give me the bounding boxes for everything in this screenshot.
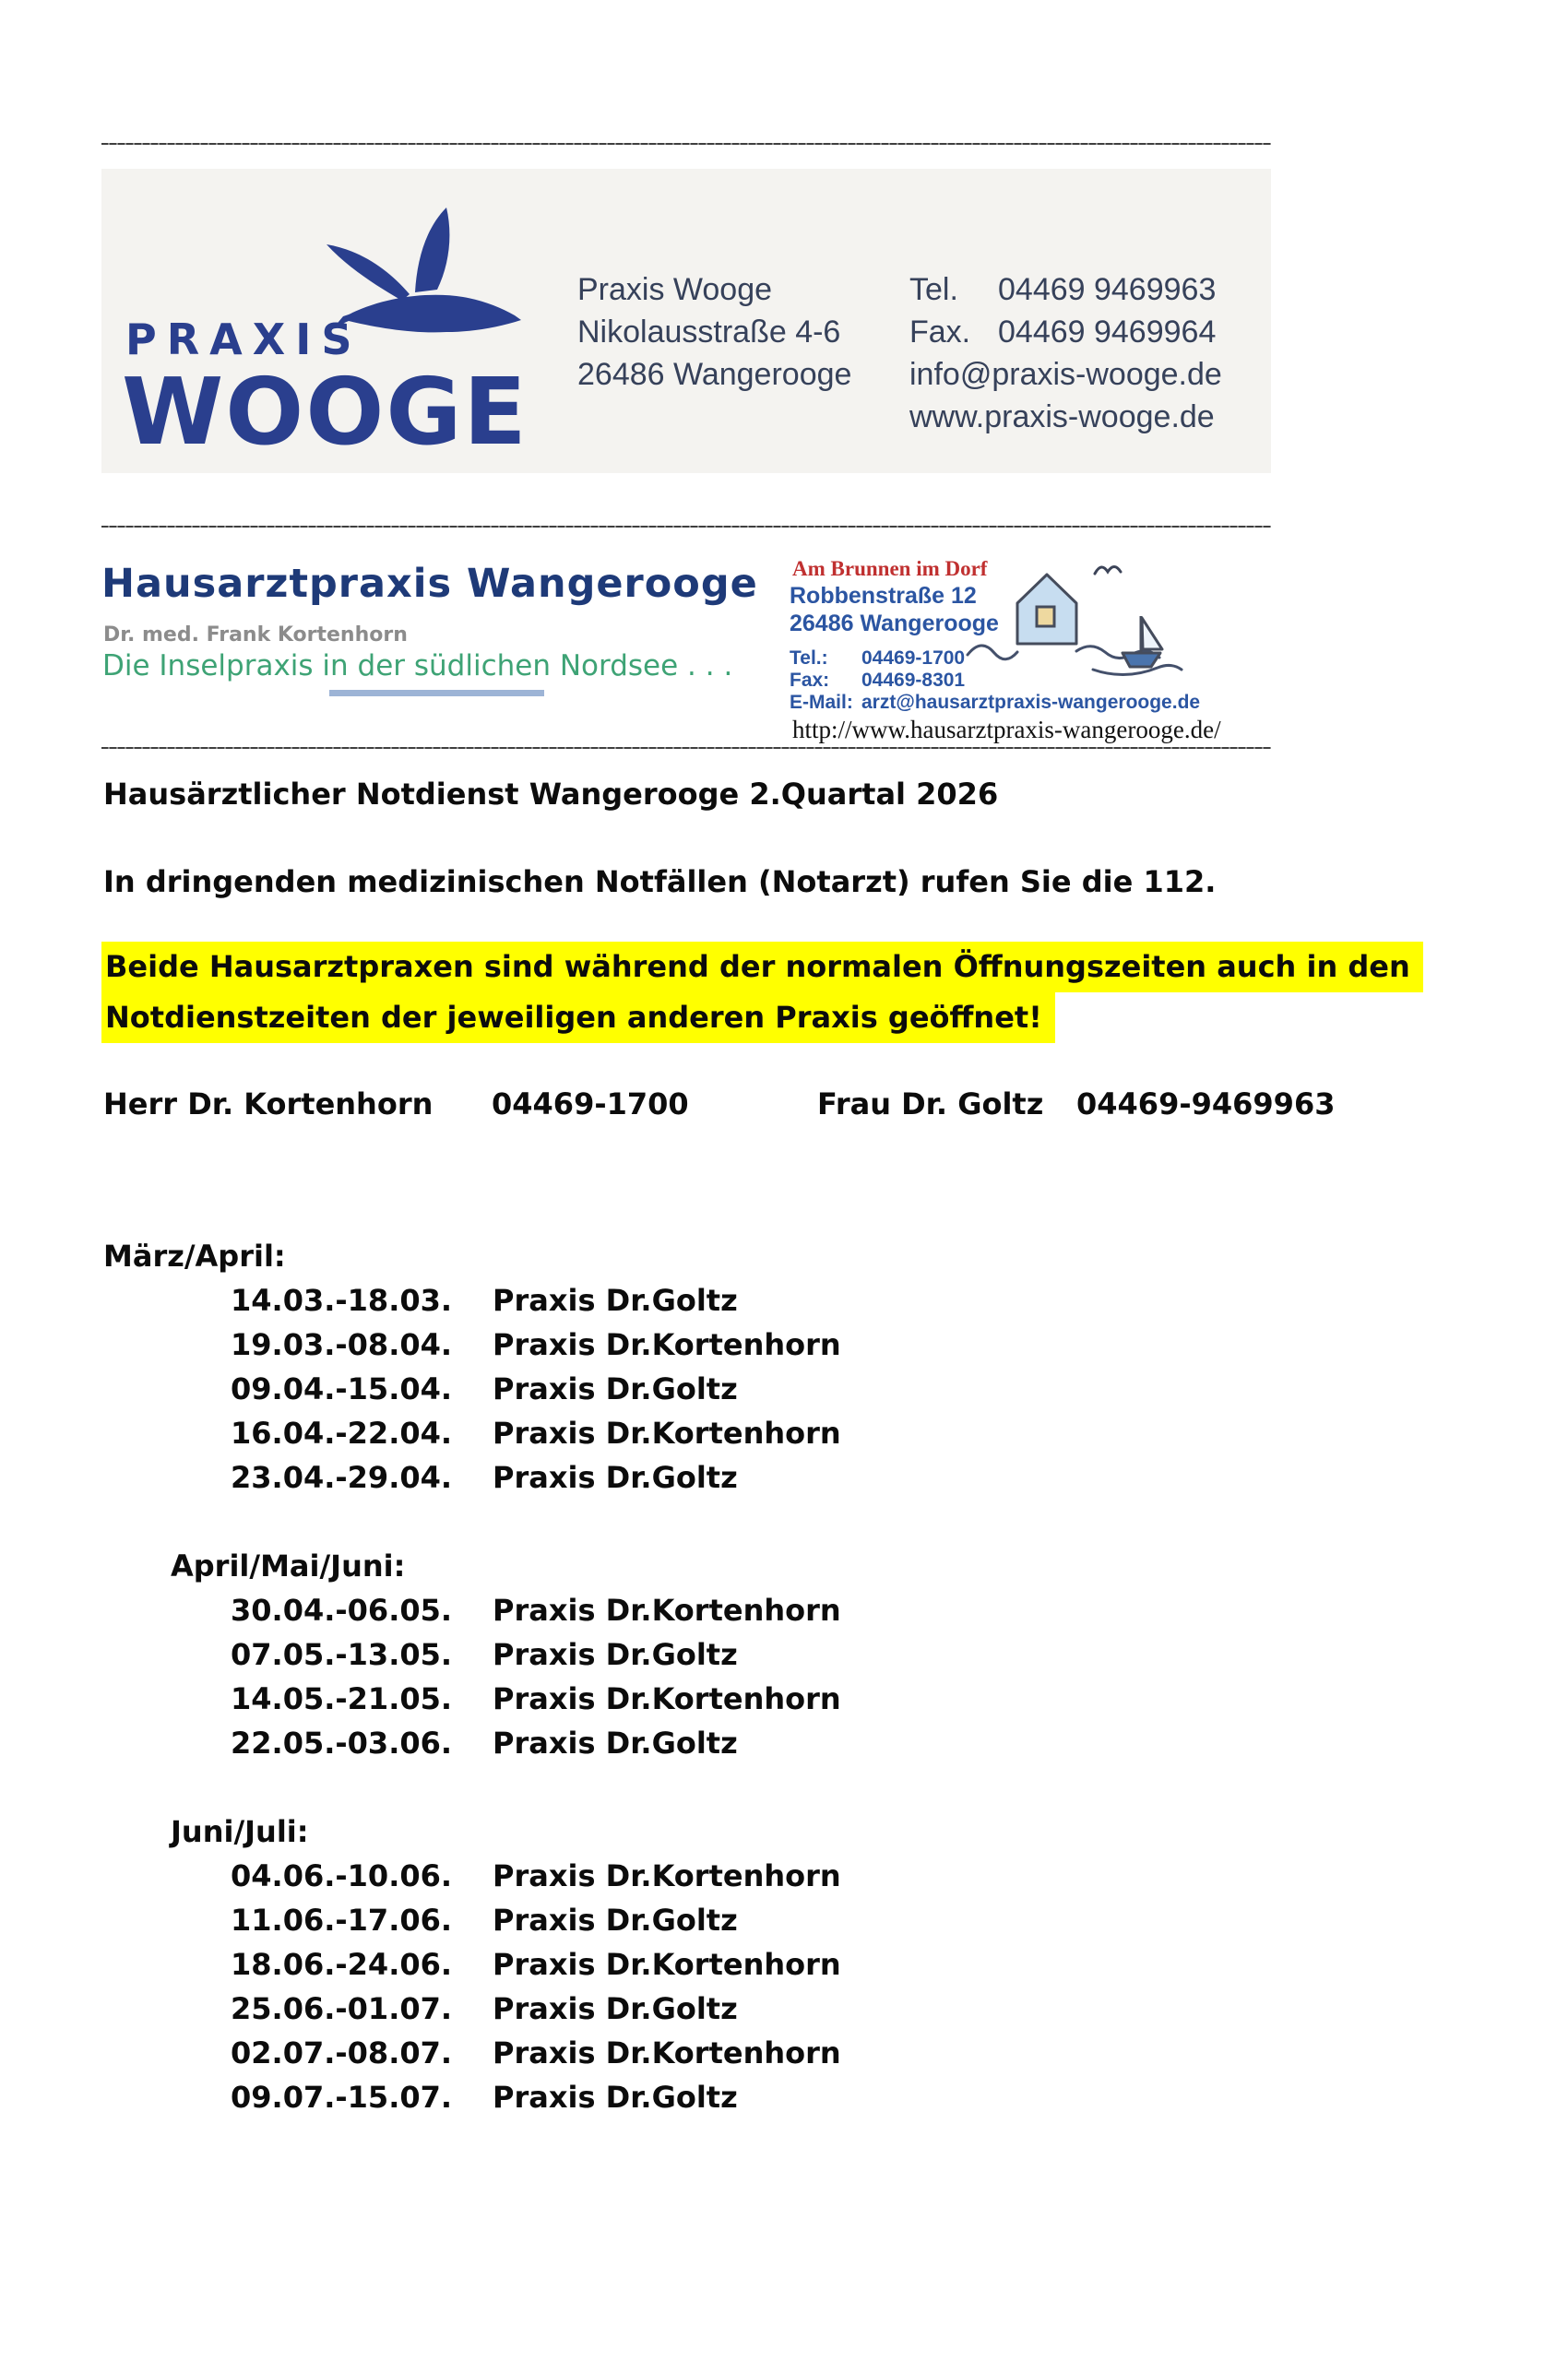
praxis-name: Praxis Dr.Kortenhorn	[493, 1858, 841, 1893]
divider-top	[101, 143, 1271, 145]
date-range: 22.05.-03.06.	[231, 1726, 453, 1761]
emergency-line: In dringenden medizinischen Notfällen (Notarzt) rufen Sie die 112.	[103, 864, 1217, 899]
tel-value: 04469-1700	[861, 647, 966, 669]
contact-label: Tel.	[909, 272, 958, 307]
date-range: 09.07.-15.07.	[231, 2080, 453, 2115]
email-label: E-Mail:	[790, 692, 853, 713]
hausarzt-letterhead	[101, 546, 1273, 744]
hausarzt-tel-row	[790, 647, 965, 670]
schedule-row	[231, 1854, 1568, 1898]
duty-schedule	[0, 1234, 1568, 2119]
date-range: 19.03.-08.04.	[231, 1327, 453, 1362]
contact-line	[909, 353, 1222, 396]
praxis-name: Praxis Dr.Kortenhorn	[493, 1416, 841, 1451]
praxis-name: Praxis Dr.Goltz	[493, 1371, 738, 1406]
schedule-row	[231, 1987, 1568, 2031]
address-line: Nikolausstraße 4-6	[577, 314, 841, 350]
date-range: 16.04.-22.04.	[231, 1416, 453, 1451]
contact-line	[909, 268, 1222, 311]
date-range: 23.04.-29.04.	[231, 1460, 453, 1495]
praxis-name: Praxis Dr.Kortenhorn	[493, 1593, 841, 1628]
schedule-row	[231, 1588, 1568, 1632]
doctor-goltz-name: Frau Dr. Goltz	[817, 1086, 1044, 1121]
hausarzt-title: Hausarztpraxis Wangerooge	[101, 561, 758, 607]
date-range: 07.05.-13.05.	[231, 1637, 453, 1672]
doctor-kortenhorn-name: Herr Dr. Kortenhorn	[103, 1086, 434, 1121]
underline-bar	[329, 690, 544, 696]
hausarzt-location: Am Brunnen im Dorf	[792, 557, 988, 580]
date-range: 30.04.-06.05.	[231, 1593, 453, 1628]
hausarzt-street: Robbenstraße 12	[790, 583, 977, 609]
date-range: 25.06.-01.07.	[231, 1991, 453, 2026]
wooge-contact	[909, 268, 1222, 438]
schedule-row	[231, 1721, 1568, 1765]
contact-line	[909, 396, 1222, 438]
hausarzt-slogan: Die Inselpraxis in der südlichen Nordsee . . .	[102, 649, 733, 682]
schedule-row	[231, 1677, 1568, 1721]
logo-praxis-text: PRAXIS	[125, 314, 362, 364]
praxis-name: Praxis Dr.Goltz	[493, 2080, 738, 2115]
praxis-wooge-letterhead	[101, 169, 1271, 473]
date-range: 18.06.-24.06.	[231, 1947, 453, 1982]
praxis-name: Praxis Dr.Kortenhorn	[493, 1681, 841, 1716]
hausarzt-city: 26486 Wangerooge	[790, 611, 999, 636]
praxis-name: Praxis Dr.Kortenhorn	[493, 2035, 841, 2070]
date-range: 02.07.-08.07.	[231, 2035, 453, 2070]
contact-label: Fax.	[909, 314, 971, 350]
notice-title: Hausärztlicher Notdienst Wangerooge 2.Quartal 2026	[103, 777, 999, 812]
doctors-contact-row	[0, 1086, 1568, 1131]
schedule-row	[231, 2075, 1568, 2119]
date-range: 09.04.-15.04.	[231, 1371, 453, 1406]
highlight-line	[101, 992, 1423, 1043]
contact-line	[909, 311, 1222, 353]
praxis-name: Praxis Dr.Goltz	[493, 1903, 738, 1938]
section-label: März/April:	[103, 1239, 286, 1274]
fax-label: Fax:	[790, 670, 830, 691]
fax-value: 04469-8301	[861, 670, 966, 691]
address-line: Praxis Wooge	[577, 272, 773, 307]
highlight-text-2: Notdienstzeiten der jeweiligen anderen Praxis geöffnet!	[101, 992, 1055, 1043]
section-label: Juni/Juli:	[171, 1814, 309, 1849]
schedule-row	[231, 1898, 1568, 1942]
highlight-text-1: Beide Hausarztpraxen sind während der normalen Öffnungszeiten auch in den	[101, 942, 1423, 992]
divider-mid	[101, 526, 1271, 528]
highlight-line	[101, 942, 1423, 992]
praxis-name: Praxis Dr.Kortenhorn	[493, 1947, 841, 1982]
doctor-goltz-phone: 04469-9469963	[1076, 1086, 1336, 1121]
hausarzt-fax-row	[790, 670, 965, 692]
schedule-row	[231, 2031, 1568, 2075]
praxis-name: Praxis Dr.Goltz	[493, 1283, 738, 1318]
schedule-row	[231, 1411, 1568, 1455]
praxis-name: Praxis Dr.Kortenhorn	[493, 1327, 841, 1362]
section-label: April/Mai/Juni:	[171, 1548, 406, 1584]
date-range: 11.06.-17.06.	[231, 1903, 453, 1938]
house-boat-icon	[964, 550, 1185, 708]
praxis-name: Praxis Dr.Goltz	[493, 1991, 738, 2026]
tel-label: Tel.:	[790, 647, 828, 669]
schedule-row	[231, 1278, 1568, 1323]
hausarzt-website: http://www.hausarztpraxis-wangerooge.de/	[792, 716, 1221, 743]
contact-value: www.praxis-wooge.de	[909, 399, 1215, 434]
address-line: 26486 Wangerooge	[577, 357, 852, 392]
schedule-row	[231, 1632, 1568, 1677]
schedule-row	[231, 1942, 1568, 1987]
contact-value: info@praxis-wooge.de	[909, 357, 1222, 392]
highlight-notice	[101, 942, 1423, 1043]
email-value: arzt@hausarztpraxis-wangerooge.de	[861, 692, 1201, 713]
date-range: 04.06.-10.06.	[231, 1858, 453, 1893]
contact-value: 04469 9469964	[998, 314, 1217, 350]
doctor-kortenhorn-phone: 04469-1700	[492, 1086, 689, 1121]
logo-wooge-text: WOOGE	[122, 358, 529, 466]
hausarzt-doctor-name: Dr. med. Frank Kortenhorn	[103, 623, 408, 647]
date-range: 14.05.-21.05.	[231, 1681, 453, 1716]
praxis-name: Praxis Dr.Goltz	[493, 1726, 738, 1761]
wooge-address	[577, 268, 851, 396]
praxis-name: Praxis Dr.Goltz	[493, 1460, 738, 1495]
schedule-row	[231, 1323, 1568, 1367]
schedule-row	[231, 1455, 1568, 1500]
divider-content	[101, 747, 1271, 749]
schedule-row	[231, 1367, 1568, 1411]
praxis-name: Praxis Dr.Goltz	[493, 1637, 738, 1672]
date-range: 14.03.-18.03.	[231, 1283, 453, 1318]
contact-value: 04469 9469963	[998, 272, 1217, 307]
